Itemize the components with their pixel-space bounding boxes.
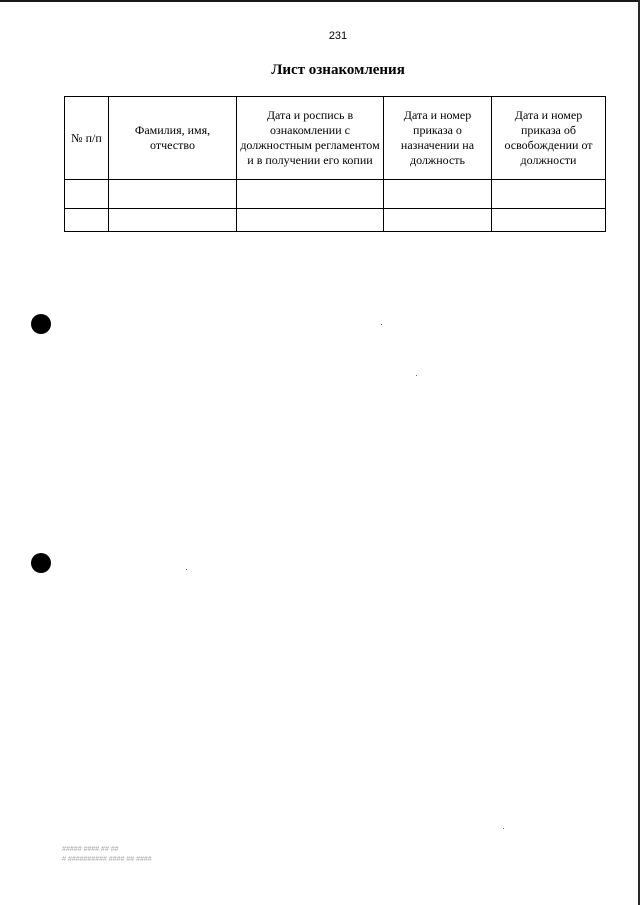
table-cell <box>492 209 606 232</box>
table-cell <box>109 180 237 209</box>
scan-speck <box>186 569 187 570</box>
header-dismissal-order: Дата и номер приказа об освобождении от должности <box>492 97 606 180</box>
table-cell <box>384 209 492 232</box>
table-row <box>65 180 606 209</box>
footer-stamp-line: ##### #### ## ## <box>62 846 119 853</box>
table-header-row <box>65 97 606 180</box>
acknowledgement-table <box>64 96 606 232</box>
scan-speck <box>381 324 382 325</box>
table-cell <box>65 209 109 232</box>
header-appointment-order: Дата и номер приказа о назначении на должность <box>384 97 492 180</box>
scan-speck <box>503 828 504 829</box>
page-number: 231 <box>328 30 348 42</box>
header-number: № п/п <box>65 97 109 180</box>
header-signature-date: Дата и роспись в ознакомлении с должностным регламентом и в получении его копии <box>237 97 384 180</box>
table-cell <box>65 180 109 209</box>
table-cell <box>109 209 237 232</box>
table-row <box>65 209 606 232</box>
table-cell <box>237 180 384 209</box>
punch-hole <box>31 553 51 573</box>
footer-stamp-line: # ########## #### ## #### <box>62 856 152 863</box>
page-top-edge <box>0 0 640 2</box>
punch-hole <box>31 314 51 334</box>
table-cell <box>384 180 492 209</box>
footer-stamp <box>62 845 152 865</box>
sheet-title: Лист ознакомления <box>271 62 405 78</box>
table-cell <box>492 180 606 209</box>
header-full-name: Фамилия, имя, отчество <box>109 97 237 180</box>
scan-speck <box>416 375 417 376</box>
table-cell <box>237 209 384 232</box>
